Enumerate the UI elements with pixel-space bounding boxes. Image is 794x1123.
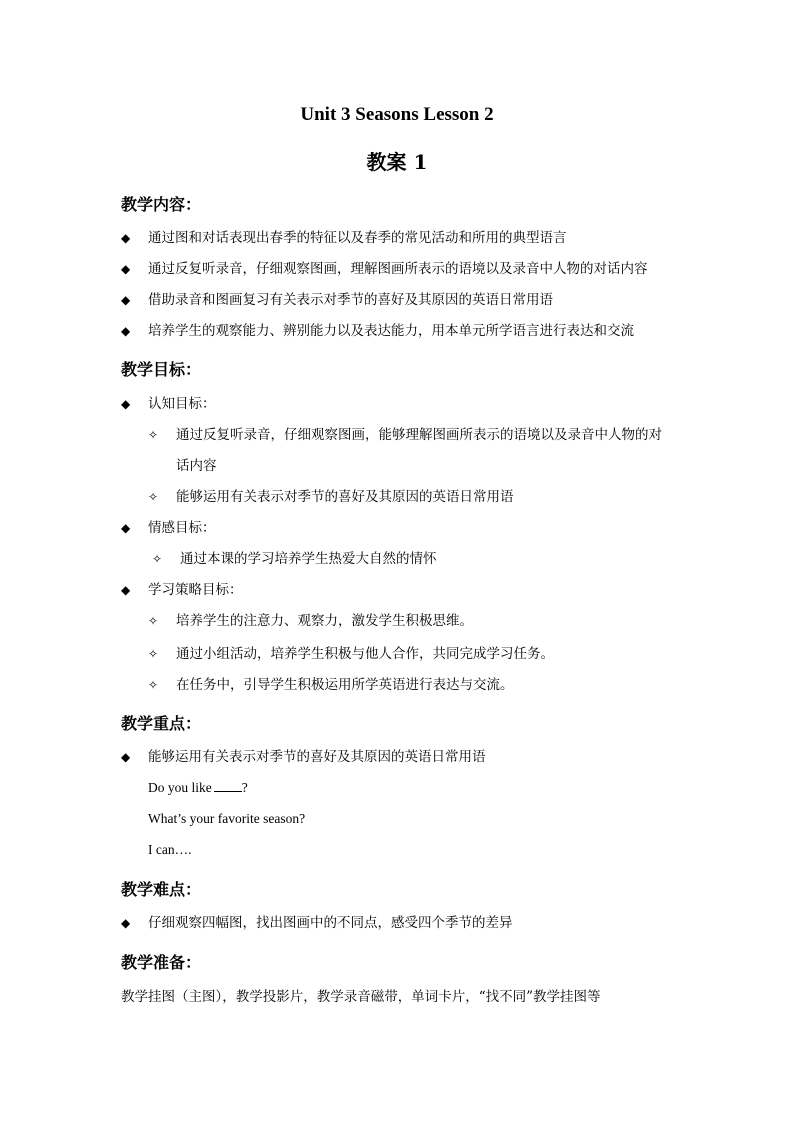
diamond-bullet-icon: ◆ — [121, 521, 131, 535]
star-bullet-icon: ✧ — [148, 647, 159, 661]
phrase-text: Do you like — [148, 780, 212, 795]
list-item: 能够运用有关表示对季节的喜好及其原因的英语日常用语 — [148, 749, 486, 765]
fill-in-blank — [214, 779, 242, 792]
section-heading-key-points: 教学重点： — [121, 714, 202, 733]
list-item-label: 情感目标： — [148, 520, 216, 536]
sub-list-item: 能够运用有关表示对季节的喜好及其原因的英语日常用语 — [176, 489, 514, 505]
star-bullet-icon: ✧ — [148, 614, 159, 628]
section-heading-content: 教学内容： — [121, 195, 202, 214]
sub-list-item: 通过本课的学习培养学生热爱大自然的情怀 — [180, 551, 437, 567]
list-item: 仔细观察四幅图，找出图画中的不同点，感受四个季节的差异 — [148, 915, 513, 931]
paragraph-text: 教学挂图（主图），教学投影片，教学录音磁带，单词卡片，“找不同”教学挂图等 — [121, 989, 601, 1005]
star-bullet-icon: ✧ — [148, 490, 159, 504]
example-phrase-1 — [148, 779, 248, 797]
list-item-label: 认知目标： — [148, 396, 216, 412]
sub-list-item: 在任务中，引导学生积极运用所学英语进行表达与交流。 — [176, 677, 514, 693]
phrase-punctuation: ? — [241, 780, 248, 795]
sub-list-item: 通过小组活动，培养学生积极与他人合作，共同完成学习任务。 — [176, 646, 554, 662]
diamond-bullet-icon: ◆ — [121, 397, 131, 411]
section-heading-difficulties: 教学难点： — [121, 880, 202, 899]
document-title: Unit 3 Seasons Lesson 2 — [300, 104, 494, 125]
example-phrase-2: What’s your favorite season? — [148, 811, 306, 826]
diamond-bullet-icon: ◆ — [121, 231, 131, 245]
sub-list-item-continuation: 话内容 — [176, 458, 217, 474]
sub-list-item: 培养学生的注意力、观察力，激发学生积极思维。 — [176, 613, 473, 629]
sub-list-item: 通过反复听录音，仔细观察图画，能够理解图画所表示的语境以及录音中人物的对 — [176, 427, 662, 443]
diamond-bullet-icon: ◆ — [121, 324, 131, 338]
diamond-bullet-icon: ◆ — [121, 293, 131, 307]
list-item: 通过反复听录音，仔细观察图画，理解图画所表示的语境以及录音中人物的对话内容 — [148, 261, 648, 277]
list-item-label: 学习策略目标： — [148, 582, 243, 598]
list-item: 培养学生的观察能力、辨别能力以及表达能力，用本单元所学语言进行表达和交流 — [148, 323, 634, 339]
star-bullet-icon: ✧ — [152, 552, 163, 566]
section-heading-goals: 教学目标： — [121, 360, 202, 379]
diamond-bullet-icon: ◆ — [121, 750, 131, 764]
section-heading-preparation: 教学准备： — [121, 953, 202, 972]
diamond-bullet-icon: ◆ — [121, 262, 131, 276]
diamond-bullet-icon: ◆ — [121, 916, 131, 930]
star-bullet-icon: ✧ — [148, 678, 159, 692]
list-item: 借助录音和图画复习有关表示对季节的喜好及其原因的英语日常用语 — [148, 292, 553, 308]
star-bullet-icon: ✧ — [148, 428, 159, 442]
diamond-bullet-icon: ◆ — [121, 583, 131, 597]
list-item: 通过图和对话表现出春季的特征以及春季的常见活动和所用的典型语言 — [148, 230, 567, 246]
example-phrase-3: I can…. — [148, 842, 192, 857]
document-subtitle: 教案 1 — [366, 150, 428, 174]
